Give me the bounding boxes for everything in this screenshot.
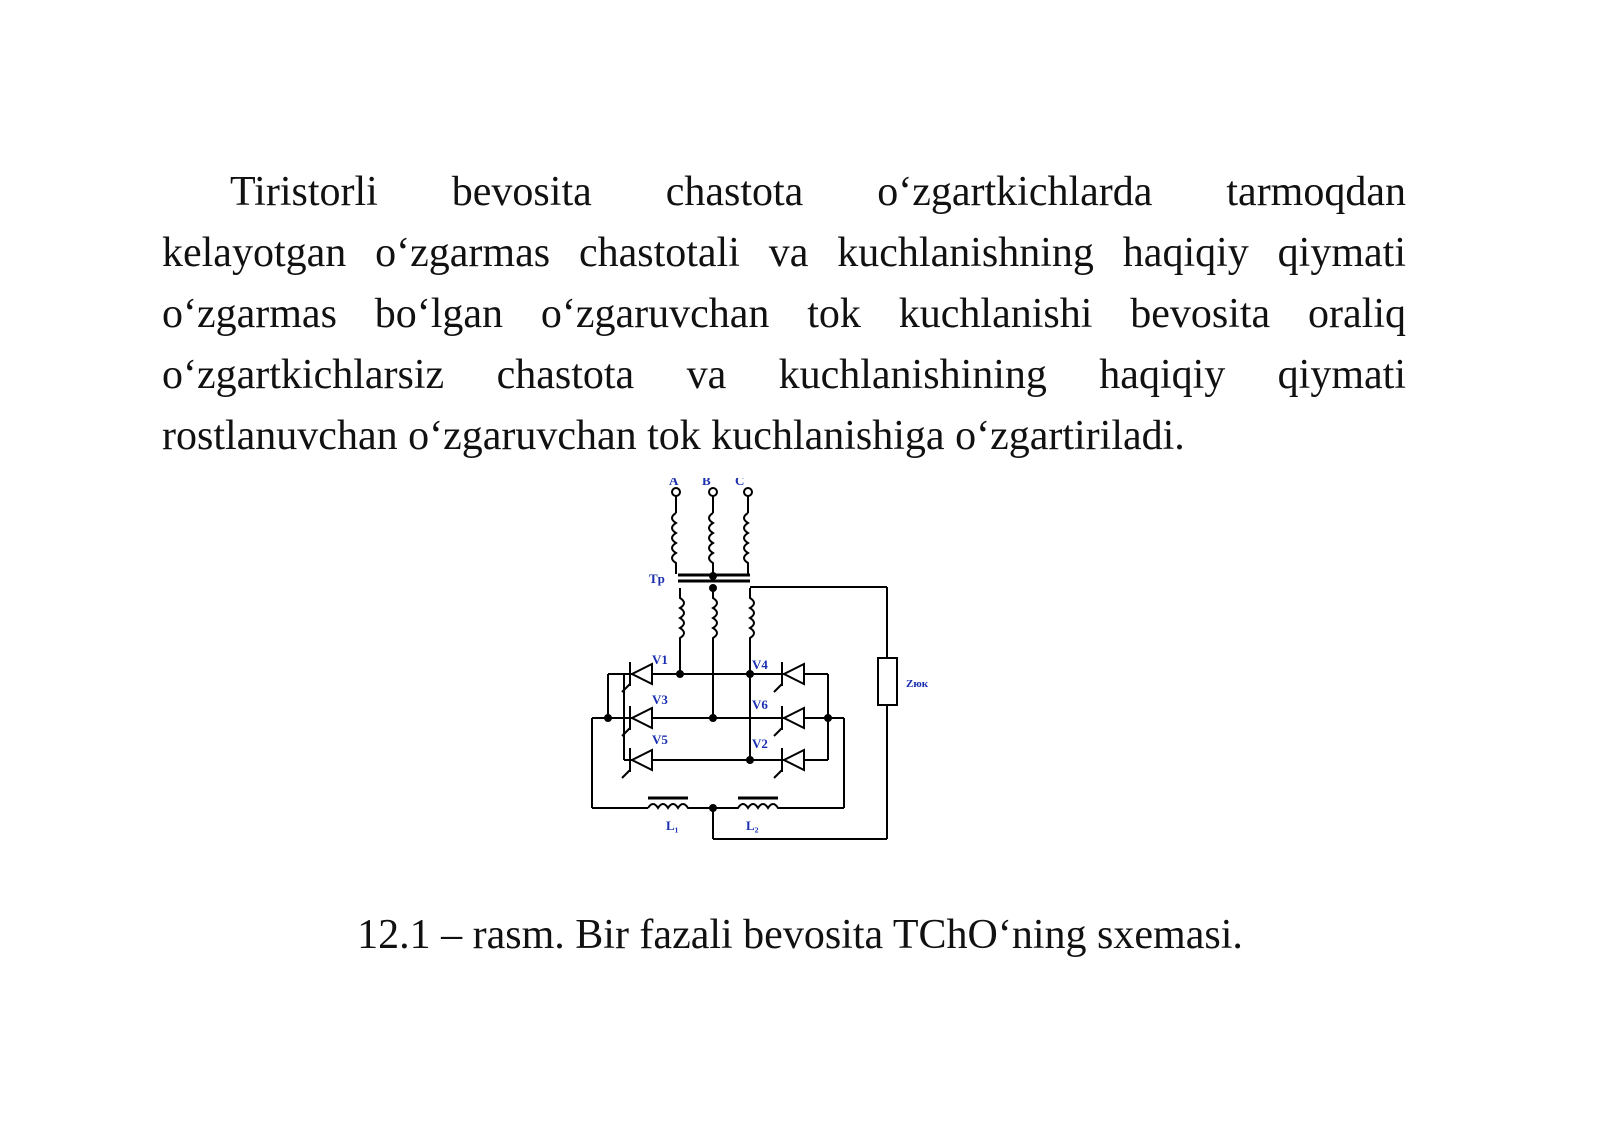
thyristor-v1 xyxy=(622,662,652,692)
thyristor-v6 xyxy=(774,706,804,736)
label-a: A xyxy=(669,478,679,488)
label-b: B xyxy=(702,478,711,488)
load-resistor xyxy=(878,658,897,705)
inductor-l1 xyxy=(648,804,713,808)
label-v2: V2 xyxy=(752,736,768,751)
paragraph-line-2: kelayotgan o‘zgarmas chastotali va kuchlanishning haqiqiy qiymati xyxy=(162,230,1406,276)
inductor-l2 xyxy=(713,804,844,808)
terminal-c xyxy=(744,488,752,496)
primary-winding-b xyxy=(709,513,713,574)
label-transformer: Tp xyxy=(649,571,665,586)
paragraph-line-5: rostlanuvchan o‘zgaruvchan tok kuchlanishiga o‘zgartiriladi. xyxy=(162,413,1185,459)
label-v5: V5 xyxy=(652,732,668,747)
label-l1: L₁ xyxy=(666,818,679,833)
terminal-b xyxy=(709,488,717,496)
thyristor-v2 xyxy=(774,748,804,778)
thyristor-v5 xyxy=(622,748,652,778)
thyristor-v4 xyxy=(774,662,804,692)
thyristor-v3 xyxy=(622,706,652,736)
label-l2: L₂ xyxy=(746,818,759,833)
paragraph-line-1: Tiristorli bevosita chastota o‘zgartkichlarda tarmoqdan xyxy=(230,169,1406,215)
label-v6: V6 xyxy=(752,697,768,712)
secondary-winding-b xyxy=(713,588,717,718)
terminal-a xyxy=(672,488,680,496)
primary-winding-c xyxy=(744,513,748,574)
circuit-diagram xyxy=(590,478,970,878)
label-load: Zюк xyxy=(906,678,929,690)
paragraph-line-3: o‘zgarmas bo‘lgan o‘zgaruvchan tok kuchlanishi bevosita oraliq xyxy=(162,291,1406,337)
body-paragraph xyxy=(162,162,1406,467)
label-c: C xyxy=(735,478,745,488)
figure-caption: 12.1 – rasm. Bir fazali bevosita TChO‘ning sxemasi. xyxy=(357,912,1243,958)
primary-winding-a xyxy=(672,513,676,574)
paragraph-line-4: o‘zgartkichlarsiz chastota va kuchlanishining haqiqiy qiymati xyxy=(162,352,1406,398)
label-v4: V4 xyxy=(752,657,768,672)
label-v3: V3 xyxy=(652,692,668,707)
label-v1: V1 xyxy=(652,652,668,667)
secondary-winding-a xyxy=(680,588,684,674)
